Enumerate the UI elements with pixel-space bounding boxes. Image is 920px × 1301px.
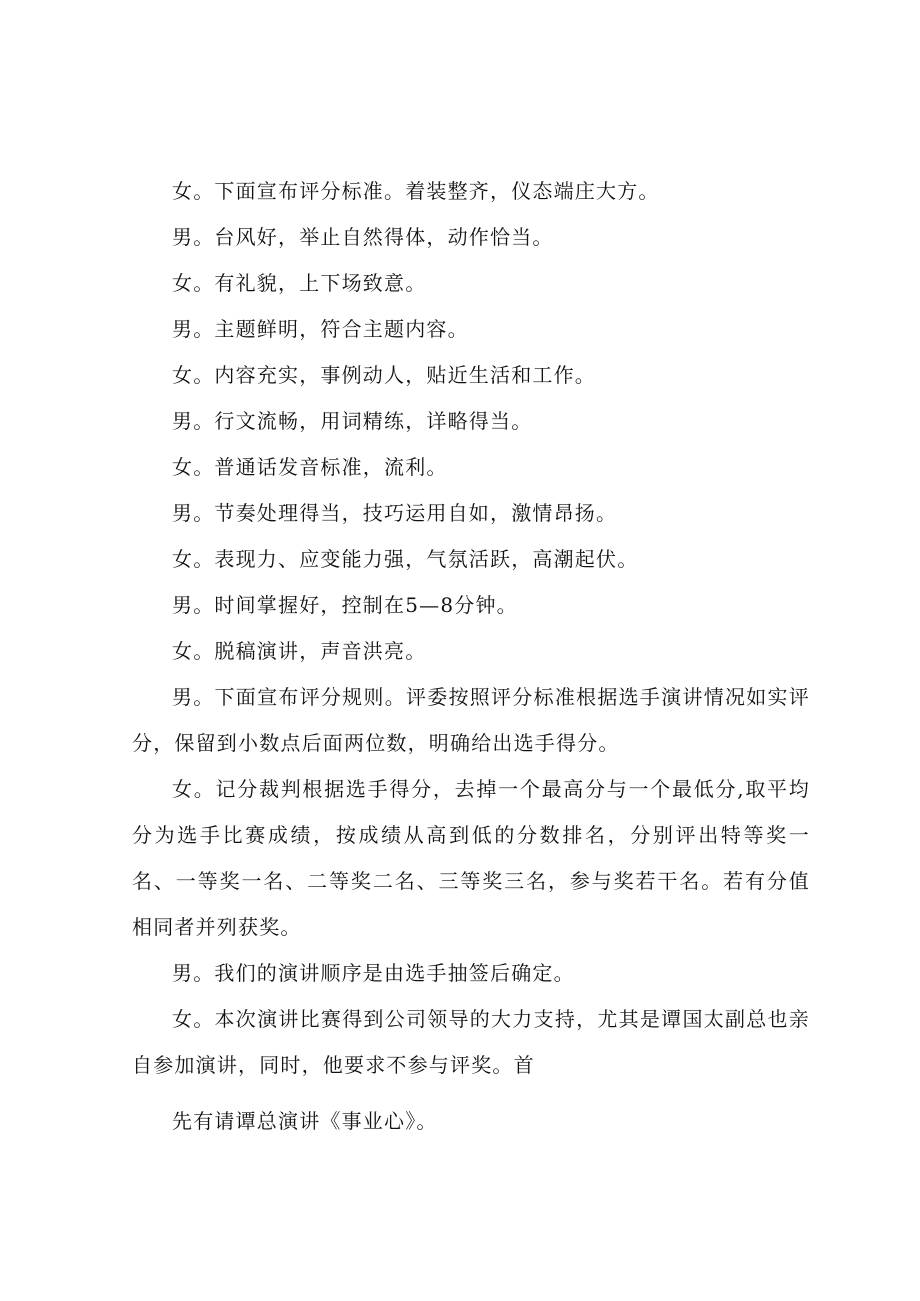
paragraph-first-speaker: 先有请谭总演讲《事业心》。 xyxy=(172,1109,438,1133)
paragraph-rhythm: 男。节奏处理得当，技巧运用自如，激情昂扬。 xyxy=(172,501,618,525)
paragraph-theme: 男。主题鲜明，符合主题内容。 xyxy=(172,317,469,341)
paragraph-speech-order: 男。我们的演讲顺序是由选手抽签后确定。 xyxy=(172,961,575,985)
paragraph-scoring-rules: 男。下面宣布评分规则。评委按照评分标准根据选手演讲情况如实评分，保留到小数点后面两位数，明确给出选手得分。 xyxy=(132,685,810,755)
paragraph-ranking: 女。记分裁判根据选手得分，去掉一个最高分与一个最低分,取平均分为选手比赛成绩，按成绩从高到低的分数排名，分别评出特等奖一名、一等奖一名、二等奖二名、三等奖三名，参与奖若干名。若有分值相同者并列获奖。 xyxy=(132,777,810,939)
paragraph-leader-support: 女。本次演讲比赛得到公司领导的大力支持，尤其是谭国太副总也亲自参加演讲，同时，他要求不参与评奖。首 xyxy=(132,1007,810,1077)
paragraph-no-script: 女。脱稿演讲，声音洪亮。 xyxy=(172,639,427,663)
paragraph-content: 女。内容充实，事例动人，贴近生活和工作。 xyxy=(172,363,596,387)
paragraph-expressiveness: 女。表现力、应变能力强，气氛活跃，高潮起伏。 xyxy=(172,547,639,571)
paragraph-writing: 男。行文流畅，用词精练，详略得当。 xyxy=(172,409,533,433)
paragraph-stage-manner: 男。台风好，举止自然得体，动作恰当。 xyxy=(172,225,554,249)
paragraph-courtesy: 女。有礼貌，上下场致意。 xyxy=(172,271,427,295)
paragraph-scoring-standard-intro: 女。下面宣布评分标准。着装整齐，仪态端庄大方。 xyxy=(172,179,660,203)
paragraph-pronunciation: 女。普通话发音标准，流利。 xyxy=(172,455,448,479)
paragraph-time-control: 男。时间掌握好，控制在5—8分钟。 xyxy=(172,593,518,617)
document-body xyxy=(132,168,810,1144)
